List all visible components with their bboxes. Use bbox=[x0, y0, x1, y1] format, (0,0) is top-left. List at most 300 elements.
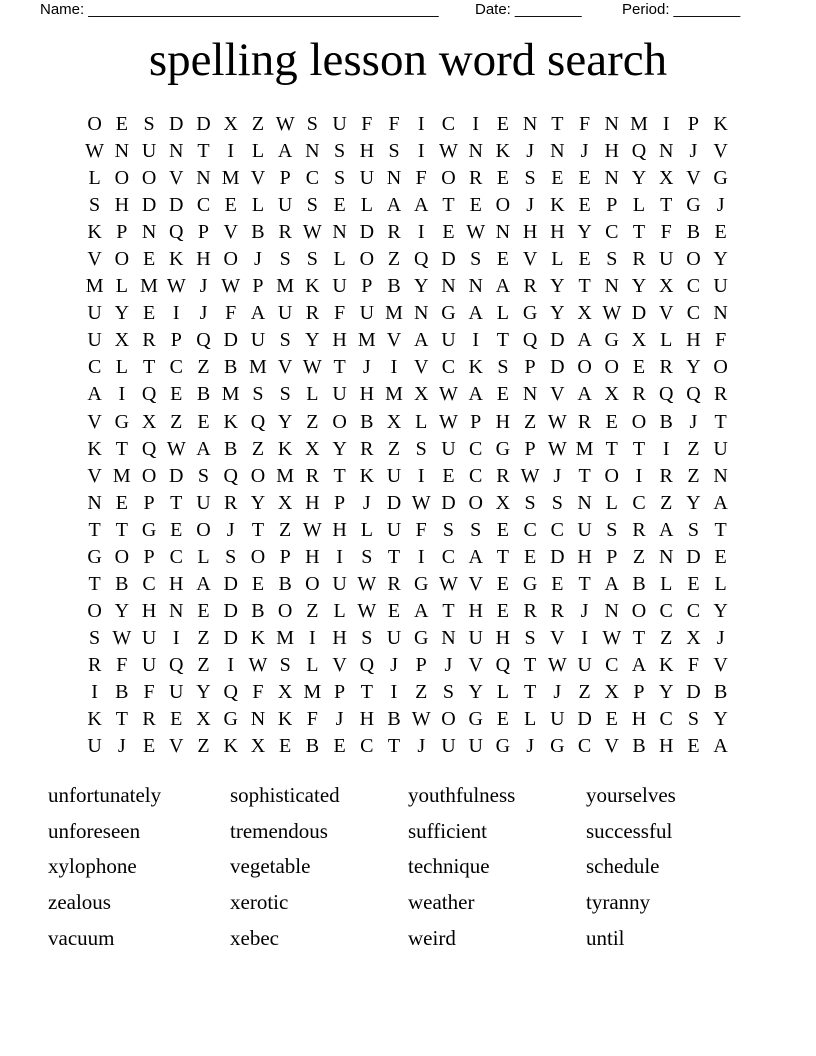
grid-letter: Y bbox=[550, 275, 565, 298]
grid-letter: I bbox=[390, 681, 398, 703]
grid-letter: A bbox=[577, 383, 592, 406]
grid-letter: R bbox=[224, 491, 238, 514]
grid-letter: X bbox=[495, 491, 511, 514]
grid-letter: J bbox=[117, 735, 126, 758]
grid-letter: Q bbox=[141, 437, 157, 460]
grid-letter: H bbox=[332, 329, 347, 352]
grid-letter: Z bbox=[687, 464, 700, 487]
grid-letter: U bbox=[332, 383, 347, 406]
grid-letter: M bbox=[630, 113, 648, 136]
grid-letter: M bbox=[385, 302, 403, 325]
grid-letter: N bbox=[550, 140, 565, 163]
grid-letter: U bbox=[277, 194, 293, 217]
grid-letter: K bbox=[169, 248, 184, 271]
grid-letter: R bbox=[87, 653, 102, 676]
grid-letter: O bbox=[713, 356, 728, 379]
grid-letter: R bbox=[142, 708, 156, 731]
grid-letter: M bbox=[276, 275, 295, 298]
grid-row bbox=[81, 273, 734, 300]
grid-letter: G bbox=[414, 626, 429, 649]
grid-letter: T bbox=[88, 518, 101, 541]
grid-letter: B bbox=[360, 410, 374, 433]
grid-letter: M bbox=[276, 626, 295, 649]
grid-letter: T bbox=[442, 194, 455, 217]
grid-letter: V bbox=[604, 735, 619, 758]
grid-letter: A bbox=[250, 302, 266, 325]
grid-letter: I bbox=[662, 437, 670, 460]
grid-letter: V bbox=[468, 572, 483, 595]
grid-letter: L bbox=[115, 275, 128, 298]
grid-letter: T bbox=[333, 464, 346, 487]
grid-letter: S bbox=[470, 518, 482, 541]
grid-letter: L bbox=[306, 383, 319, 406]
grid-letter: C bbox=[550, 518, 564, 541]
grid-letter: J bbox=[199, 275, 208, 298]
grid-letter: T bbox=[496, 545, 509, 568]
grid-row bbox=[81, 679, 734, 706]
grid-letter: E bbox=[224, 194, 237, 217]
grid-letter: X bbox=[305, 437, 320, 460]
grid-letter: O bbox=[223, 248, 238, 271]
grid-letter: O bbox=[441, 167, 456, 190]
grid-letter: O bbox=[250, 464, 266, 487]
grid-letter: M bbox=[249, 356, 267, 379]
grid-letter: G bbox=[414, 572, 429, 595]
grid-letter: R bbox=[142, 329, 156, 352]
word-list bbox=[48, 778, 746, 957]
grid-letter: P bbox=[279, 545, 291, 568]
grid-letter: S bbox=[225, 545, 237, 568]
grid-letter: P bbox=[116, 221, 128, 244]
grid-letter: F bbox=[334, 302, 346, 325]
grid-letter: V bbox=[658, 302, 674, 325]
grid-letter: R bbox=[387, 572, 401, 595]
grid-letter: Z bbox=[632, 545, 646, 568]
grid-letter: R bbox=[496, 464, 510, 487]
grid-letter: R bbox=[523, 275, 537, 298]
grid-row bbox=[81, 517, 734, 544]
grid-letter: R bbox=[523, 599, 537, 622]
grid-letter: O bbox=[250, 545, 266, 568]
grid-letter: T bbox=[660, 194, 673, 217]
grid-letter: T bbox=[387, 735, 401, 758]
grid-letter: D bbox=[169, 464, 184, 487]
grid-letter: C bbox=[577, 735, 592, 758]
word-list-item: weird bbox=[408, 925, 456, 950]
grid-letter: S bbox=[470, 248, 482, 271]
grid-letter: Y bbox=[631, 275, 647, 298]
grid-letter: M bbox=[575, 437, 594, 460]
grid-letter: J bbox=[254, 248, 262, 271]
grid-letter: U bbox=[468, 626, 483, 649]
grid-letter: J bbox=[689, 410, 698, 433]
grid-letter: C bbox=[87, 356, 102, 379]
word-list-item: sophisticated bbox=[230, 783, 340, 807]
grid-letter: L bbox=[333, 248, 346, 271]
grid-letter: Y bbox=[250, 491, 266, 514]
grid-letter: E bbox=[714, 545, 727, 568]
grid-letter: A bbox=[468, 545, 483, 568]
grid-letter: G bbox=[522, 302, 538, 325]
grid-row bbox=[81, 463, 734, 490]
grid-letter: O bbox=[114, 167, 130, 190]
grid-letter: I bbox=[390, 356, 398, 379]
grid-letter: I bbox=[91, 681, 98, 703]
grid-letter: M bbox=[276, 464, 295, 487]
grid-letter: P bbox=[334, 681, 346, 703]
grid-letter: E bbox=[524, 545, 537, 568]
grid-letter: J bbox=[526, 194, 534, 217]
grid-letter: N bbox=[468, 275, 483, 298]
grid-letter: L bbox=[333, 599, 346, 622]
grid-letter: U bbox=[332, 275, 347, 298]
grid-letter: Q bbox=[414, 248, 429, 271]
grid-letter: K bbox=[495, 140, 511, 163]
grid-letter: A bbox=[468, 302, 483, 325]
grid-letter: Q bbox=[250, 410, 266, 433]
grid-letter: N bbox=[332, 221, 347, 244]
grid-letter: E bbox=[496, 167, 509, 190]
grid-letter: Y bbox=[196, 681, 211, 703]
grid-letter: L bbox=[660, 329, 673, 352]
grid-letter: R bbox=[550, 599, 564, 622]
grid-letter: K bbox=[277, 437, 293, 460]
grid-letter: T bbox=[578, 572, 591, 595]
grid-letter: S bbox=[524, 491, 536, 514]
grid-letter: K bbox=[223, 735, 238, 758]
grid-letter: B bbox=[686, 221, 701, 244]
grid-letter: E bbox=[496, 708, 509, 731]
grid-letter: G bbox=[522, 572, 538, 595]
grid-letter: E bbox=[687, 735, 700, 758]
grid-letter: Z bbox=[387, 248, 401, 271]
grid-letter: M bbox=[221, 167, 240, 190]
grid-letter: I bbox=[417, 113, 425, 136]
grid-letter: E bbox=[197, 599, 210, 622]
grid-letter: V bbox=[550, 626, 565, 649]
grid-letter: W bbox=[411, 708, 431, 731]
grid-letter: B bbox=[387, 275, 401, 298]
grid-letter: N bbox=[658, 140, 674, 163]
grid-letter: I bbox=[581, 626, 588, 649]
grid-letter: J bbox=[362, 491, 371, 514]
period-blank-line: ________ bbox=[673, 1, 741, 18]
grid-letter: H bbox=[577, 545, 592, 568]
grid-letter: Z bbox=[387, 437, 401, 460]
grid-letter: S bbox=[415, 437, 427, 460]
grid-letter: E bbox=[142, 248, 156, 271]
grid-letter: R bbox=[469, 167, 483, 190]
grid-letter: O bbox=[305, 572, 320, 595]
grid-letter: S bbox=[306, 248, 318, 271]
grid-letter: F bbox=[361, 113, 373, 136]
grid-letter: F bbox=[578, 113, 591, 136]
grid-letter: D bbox=[577, 708, 592, 731]
grid-letter: O bbox=[87, 599, 102, 622]
grid-letter: P bbox=[197, 221, 210, 244]
grid-letter: G bbox=[223, 708, 238, 731]
grid-letter: C bbox=[686, 275, 701, 298]
grid-letter: C bbox=[469, 464, 483, 487]
grid-letter: S bbox=[279, 383, 291, 406]
grid-letter: O bbox=[604, 464, 619, 487]
grid-letter: Y bbox=[713, 248, 728, 271]
grid-letter: S bbox=[279, 653, 291, 676]
grid-letter: R bbox=[387, 221, 401, 244]
grid-letter: R bbox=[713, 383, 728, 406]
grid-letter: A bbox=[414, 194, 429, 217]
grid-letter: A bbox=[87, 383, 102, 406]
grid-letter: W bbox=[439, 140, 458, 163]
grid-letter: D bbox=[196, 113, 211, 136]
grid-letter: E bbox=[251, 572, 265, 595]
grid-letter: A bbox=[386, 194, 402, 217]
grid-letter: N bbox=[87, 491, 102, 514]
grid-letter: G bbox=[495, 735, 511, 758]
grid-letter: D bbox=[550, 356, 565, 379]
grid-letter: O bbox=[441, 708, 456, 731]
grid-letter: N bbox=[441, 275, 456, 298]
grid-letter: I bbox=[172, 626, 180, 649]
grid-letter: X bbox=[658, 167, 674, 190]
grid-letter: S bbox=[361, 626, 373, 649]
grid-letter: P bbox=[633, 681, 645, 703]
grid-letter: P bbox=[687, 113, 699, 136]
grid-letter: X bbox=[414, 383, 429, 406]
grid-letter: N bbox=[386, 167, 402, 190]
grid-letter: X bbox=[604, 681, 619, 703]
grid-letter: N bbox=[468, 140, 483, 163]
grid-letter: L bbox=[251, 140, 265, 163]
grid-letter: Z bbox=[197, 626, 210, 649]
grid-letter: S bbox=[334, 167, 346, 190]
grid-letter: T bbox=[142, 356, 156, 379]
grid-letter: H bbox=[332, 626, 347, 649]
grid-letter: S bbox=[279, 329, 291, 352]
grid-letter: Q bbox=[658, 383, 674, 406]
period-label: Period: bbox=[622, 1, 670, 18]
grid-letter: K bbox=[87, 708, 102, 731]
word-list-item: yourselves bbox=[586, 783, 676, 807]
grid-letter: Z bbox=[306, 410, 319, 433]
grid-letter: G bbox=[114, 410, 130, 433]
grid-letter: B bbox=[115, 681, 129, 703]
grid-letter: B bbox=[251, 599, 265, 622]
grid-letter: S bbox=[306, 113, 318, 136]
grid-letter: E bbox=[496, 572, 509, 595]
grid-letter: X bbox=[277, 491, 293, 514]
grid-letter: F bbox=[116, 653, 128, 676]
grid-letter: M bbox=[140, 275, 158, 298]
grid-letter: E bbox=[142, 735, 156, 758]
word-list-item: xerotic bbox=[230, 890, 289, 915]
grid-letter: Z bbox=[170, 410, 183, 433]
grid-letter: W bbox=[547, 653, 567, 676]
grid-letter: M bbox=[357, 329, 376, 352]
grid-letter: T bbox=[714, 518, 727, 541]
word-list-item: technique bbox=[408, 854, 490, 879]
grid-letter: E bbox=[279, 735, 292, 758]
grid-letter: Q bbox=[169, 653, 184, 676]
grid-letter: E bbox=[714, 221, 727, 244]
grid-letter: H bbox=[495, 626, 511, 649]
word-list-item: tremendous bbox=[230, 818, 328, 843]
grid-letter: Z bbox=[251, 113, 265, 136]
grid-letter: N bbox=[713, 464, 728, 487]
grid-letter: T bbox=[578, 464, 591, 487]
grid-letter: Y bbox=[305, 329, 320, 352]
grid-letter: T bbox=[714, 410, 727, 433]
word-search-grid bbox=[81, 111, 734, 760]
grid-row bbox=[81, 165, 734, 192]
grid-letter: M bbox=[385, 383, 403, 406]
word-list-item: youthfulness bbox=[408, 783, 516, 807]
date-label: Date: bbox=[475, 1, 511, 18]
grid-letter: H bbox=[141, 599, 157, 622]
grid-letter: O bbox=[604, 356, 619, 379]
grid-letter: H bbox=[550, 221, 565, 244]
grid-letter: W bbox=[302, 221, 322, 244]
word-list-item: sufficient bbox=[408, 818, 487, 843]
date-blank-line: ________ bbox=[514, 1, 582, 18]
grid-letter: G bbox=[468, 708, 483, 731]
grid-letter: Y bbox=[577, 221, 592, 244]
grid-letter: P bbox=[143, 491, 155, 514]
grid-letter: W bbox=[439, 383, 458, 406]
grid-letter: B bbox=[196, 383, 211, 406]
grid-letter: O bbox=[114, 248, 130, 271]
grid-letter: S bbox=[442, 681, 455, 703]
grid-letter: J bbox=[580, 140, 589, 163]
grid-letter: K bbox=[87, 221, 102, 244]
word-list-column bbox=[48, 778, 230, 957]
grid-letter: E bbox=[333, 194, 346, 217]
grid-letter: J bbox=[199, 302, 208, 325]
grid-letter: U bbox=[359, 302, 375, 325]
grid-letter: H bbox=[305, 545, 320, 568]
grid-letter: U bbox=[141, 653, 157, 676]
grid-letter: S bbox=[361, 545, 373, 568]
grid-letter: W bbox=[302, 356, 322, 379]
grid-letter: M bbox=[112, 464, 131, 487]
grid-letter: E bbox=[578, 167, 591, 190]
grid-letter: A bbox=[658, 518, 674, 541]
grid-letter: R bbox=[659, 356, 673, 379]
grid-letter: V bbox=[87, 248, 102, 271]
grid-letter: W bbox=[112, 626, 132, 649]
grid-letter: K bbox=[550, 194, 565, 217]
grid-letter: B bbox=[278, 572, 292, 595]
grid-letter: F bbox=[715, 329, 727, 352]
grid-letter: E bbox=[496, 383, 509, 406]
grid-row bbox=[81, 192, 734, 219]
grid-letter: L bbox=[360, 194, 373, 217]
grid-letter: E bbox=[605, 708, 618, 731]
grid-letter: C bbox=[441, 356, 456, 379]
grid-letter: U bbox=[713, 275, 728, 298]
grid-letter: Q bbox=[223, 681, 238, 703]
grid-letter: H bbox=[604, 140, 619, 163]
grid-letter: A bbox=[277, 140, 293, 163]
grid-letter: U bbox=[658, 248, 674, 271]
grid-letter: E bbox=[551, 572, 564, 595]
grid-letter: R bbox=[305, 464, 320, 487]
grid-row bbox=[81, 436, 734, 463]
grid-letter: O bbox=[332, 410, 347, 433]
grid-letter: H bbox=[359, 708, 375, 731]
grid-letter: N bbox=[495, 221, 511, 244]
grid-letter: J bbox=[417, 735, 426, 758]
grid-letter: C bbox=[169, 356, 183, 379]
grid-letter: P bbox=[252, 275, 264, 298]
grid-letter: L bbox=[605, 491, 618, 514]
grid-letter: Q bbox=[141, 383, 157, 406]
grid-letter: R bbox=[632, 383, 646, 406]
grid-letter: V bbox=[169, 735, 184, 758]
grid-row bbox=[81, 327, 734, 354]
grid-letter: R bbox=[632, 518, 646, 541]
grid-letter: N bbox=[141, 221, 157, 244]
grid-letter: N bbox=[414, 302, 429, 325]
grid-letter: J bbox=[390, 653, 398, 676]
grid-letter: T bbox=[551, 113, 564, 136]
grid-letter: A bbox=[495, 275, 511, 298]
grid-letter: B bbox=[224, 356, 238, 379]
grid-letter: W bbox=[357, 599, 377, 622]
grid-letter: V bbox=[87, 410, 102, 433]
grid-letter: D bbox=[441, 491, 456, 514]
grid-letter: H bbox=[468, 599, 483, 622]
grid-letter: O bbox=[631, 410, 647, 433]
grid-letter: U bbox=[441, 329, 456, 352]
grid-letter: G bbox=[495, 437, 511, 460]
grid-letter: T bbox=[115, 708, 128, 731]
grid-letter: H bbox=[631, 708, 647, 731]
word-list-item: vacuum bbox=[48, 925, 115, 950]
grid-row bbox=[81, 138, 734, 165]
grid-row bbox=[81, 490, 734, 517]
grid-letter: Z bbox=[687, 437, 700, 460]
grid-letter: T bbox=[333, 356, 346, 379]
grid-letter: J bbox=[444, 653, 453, 676]
word-list-item: zealous bbox=[48, 890, 111, 915]
grid-letter: J bbox=[526, 735, 534, 758]
word-list-item: xebec bbox=[230, 925, 279, 950]
grid-letter: R bbox=[632, 248, 646, 271]
grid-letter: Z bbox=[524, 410, 537, 433]
grid-letter: Y bbox=[631, 167, 647, 190]
grid-letter: B bbox=[224, 437, 238, 460]
grid-letter: T bbox=[496, 329, 509, 352]
grid-letter: Y bbox=[713, 599, 728, 622]
grid-letter: Q bbox=[196, 329, 211, 352]
grid-letter: V bbox=[713, 653, 728, 676]
grid-letter: E bbox=[496, 599, 509, 622]
grid-letter: N bbox=[250, 708, 266, 731]
grid-letter: K bbox=[359, 464, 375, 487]
grid-letter: Z bbox=[415, 681, 428, 703]
grid-letter: S bbox=[606, 248, 618, 271]
grid-row bbox=[81, 544, 734, 571]
grid-letter: N bbox=[169, 140, 184, 163]
grid-letter: G bbox=[550, 735, 565, 758]
grid-letter: T bbox=[442, 599, 455, 622]
grid-letter: H bbox=[196, 248, 211, 271]
grid-letter: W bbox=[547, 410, 567, 433]
grid-letter: W bbox=[411, 491, 431, 514]
grid-letter: C bbox=[441, 545, 456, 568]
grid-letter: I bbox=[417, 140, 425, 163]
